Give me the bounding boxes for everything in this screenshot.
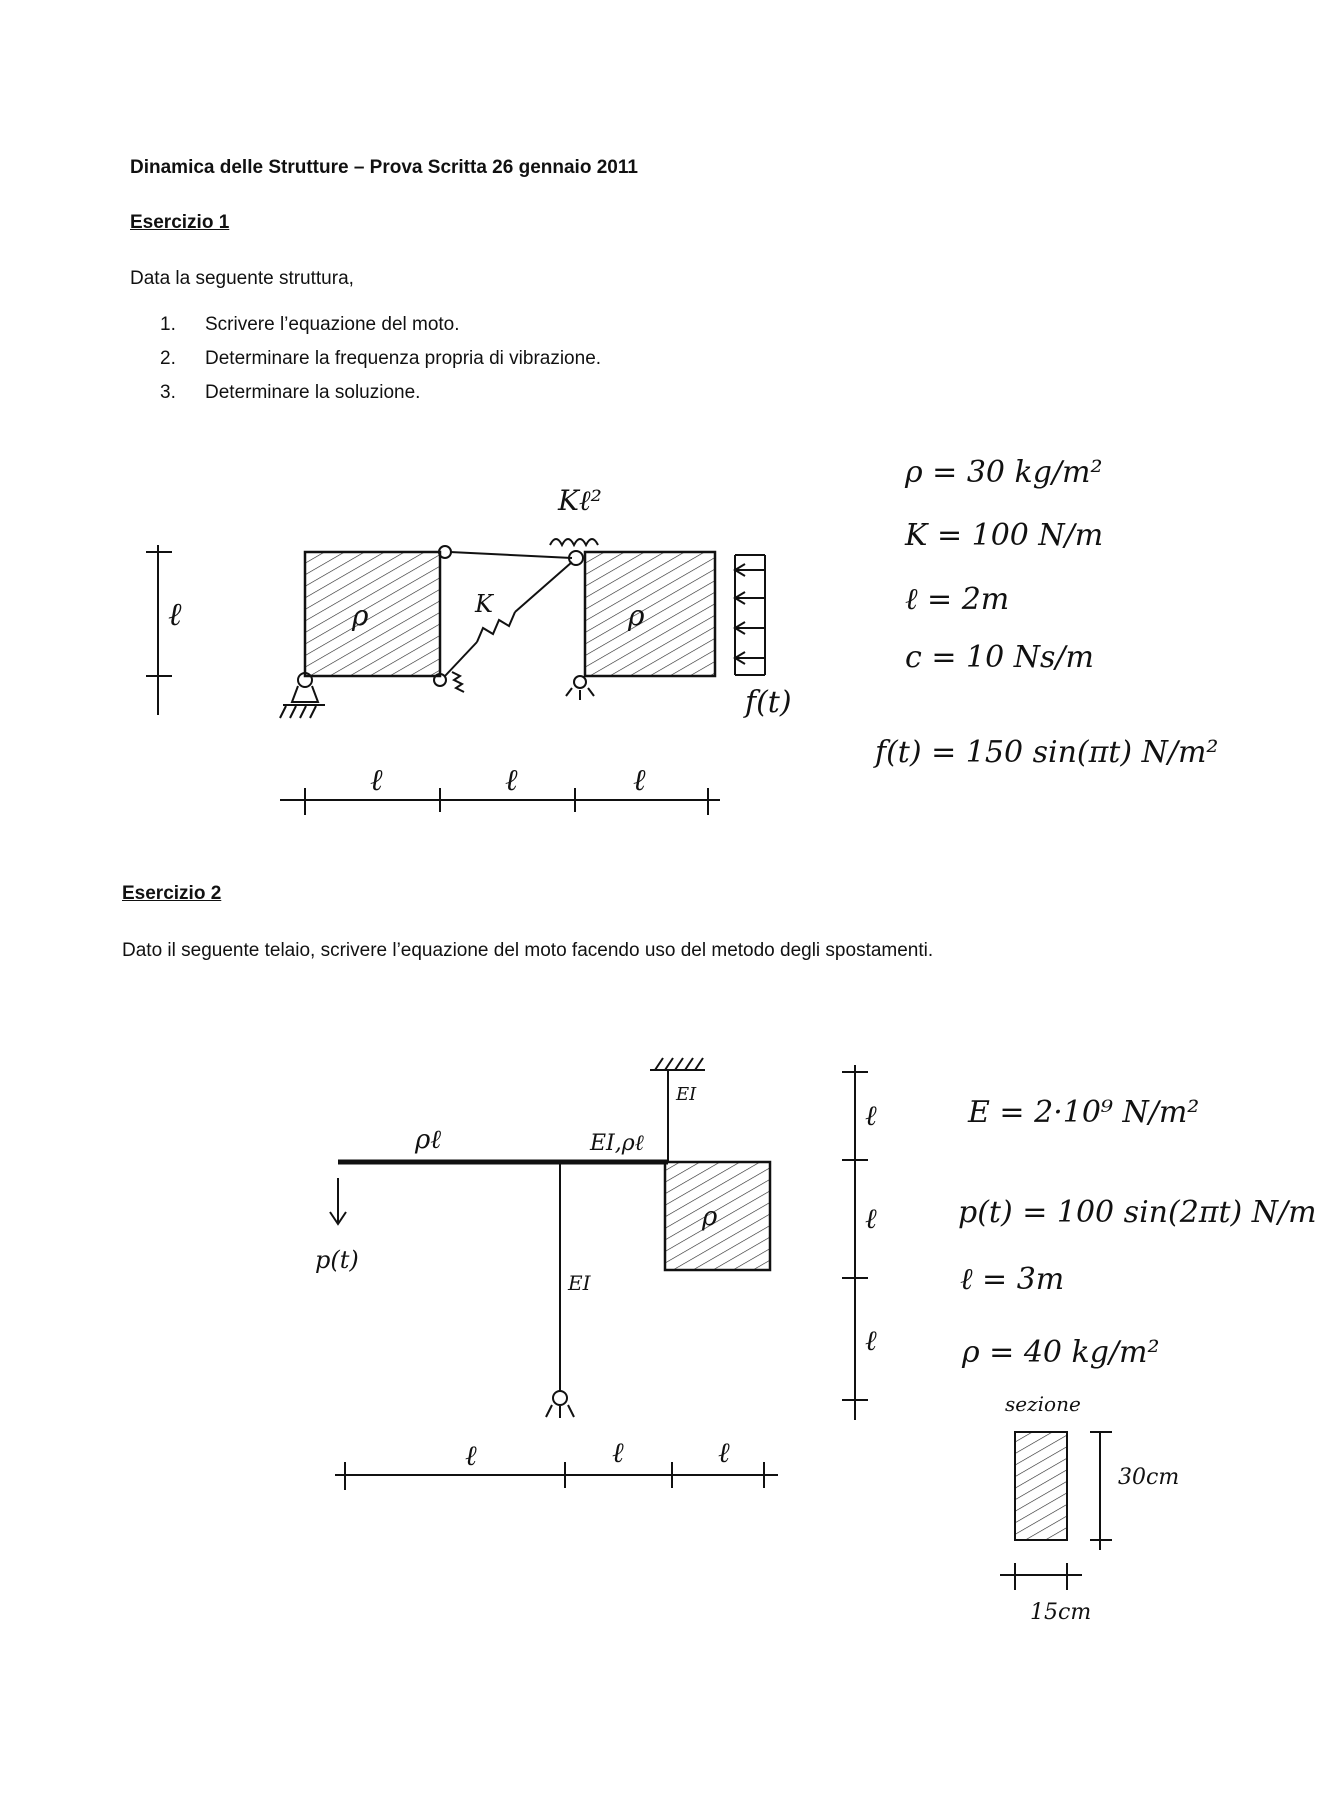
param-load: p(t) = 100 sin(2πt) N/m	[958, 1195, 1317, 1230]
param-rho: ρ = 40 kg/m²	[962, 1335, 1160, 1370]
exercise-2-intro: Dato il seguente telaio, scrivere l’equazione del moto facendo uso del metodo degli spostamenti.	[122, 940, 934, 961]
distributed-load	[735, 555, 765, 675]
vertical-span-label: ℓ	[865, 1099, 877, 1132]
param-l: ℓ = 2m	[905, 582, 1010, 617]
force-label: f(t)	[745, 685, 792, 720]
span-label: ℓ	[370, 763, 383, 798]
span-label: ℓ	[505, 763, 518, 798]
mass-block-rho: ρ	[702, 1202, 718, 1232]
vertical-span-label: ℓ	[865, 1202, 877, 1235]
span-label: ℓ	[633, 763, 646, 798]
param-k: K = 100 N/m	[905, 518, 1104, 553]
horizontal-span-label: ℓ	[718, 1436, 730, 1469]
param-e: E = 2·10⁹ N/m²	[968, 1095, 1200, 1130]
horizontal-span-label: ℓ	[612, 1436, 624, 1469]
param-force: f(t) = 150 sin(πt) N/m²	[875, 735, 1219, 770]
right-hinge-support	[566, 676, 594, 700]
beam-right-label: EI,ρℓ	[590, 1131, 644, 1156]
page-title: Dinamica delle Strutture – Prova Scritta 26 gennaio 2011	[130, 157, 638, 178]
exercise-1-heading: Esercizio 1	[130, 212, 230, 233]
right-block-rho: ρ	[628, 599, 645, 632]
exercise-2-heading: Esercizio 2	[122, 883, 222, 904]
left-hinge-support	[280, 673, 325, 718]
left-mass-block	[305, 552, 440, 676]
diagonal-spring-label: K	[475, 590, 493, 618]
param-l: ℓ = 3m	[960, 1262, 1065, 1297]
vertical-span-label: ℓ	[865, 1324, 877, 1357]
right-mass-block	[585, 552, 715, 676]
section-label: sezione	[1005, 1392, 1081, 1416]
task-item: 2. Determinare la frequenza propria di vibrazione.	[160, 348, 602, 369]
horizontal-span-label: ℓ	[465, 1439, 477, 1472]
mass-block	[665, 1162, 770, 1270]
section-height-label: 30cm	[1118, 1465, 1180, 1490]
rotational-spring	[550, 539, 598, 545]
height-label: ℓ	[168, 595, 182, 633]
param-rho: ρ = 30 kg/m²	[905, 455, 1103, 490]
fixed-support	[650, 1058, 705, 1070]
load-label: p(t)	[315, 1246, 359, 1274]
upper-column-ei-label: EI	[676, 1084, 697, 1105]
column-hinge-support	[546, 1391, 574, 1418]
task-item: 1. Scrivere l’equazione del moto.	[160, 314, 460, 335]
load-arrow	[330, 1178, 346, 1224]
beam-mass-label: ρℓ	[415, 1125, 442, 1155]
cross-section	[1015, 1432, 1067, 1540]
column-ei-label: EI	[568, 1271, 591, 1295]
rotational-spring-label: Kℓ²	[558, 484, 602, 517]
horizontal-dimension	[280, 788, 720, 815]
task-item: 3. Determinare la soluzione.	[160, 382, 421, 403]
exercise-1-intro: Data la seguente struttura,	[130, 268, 354, 289]
left-block-rho: ρ	[352, 599, 369, 632]
horizontal-dimension	[335, 1462, 778, 1490]
section-width-label: 15cm	[1030, 1600, 1092, 1625]
param-c: c = 10 Ns/m	[905, 640, 1094, 675]
damper-support	[434, 672, 464, 692]
diagonal-spring	[445, 562, 572, 676]
